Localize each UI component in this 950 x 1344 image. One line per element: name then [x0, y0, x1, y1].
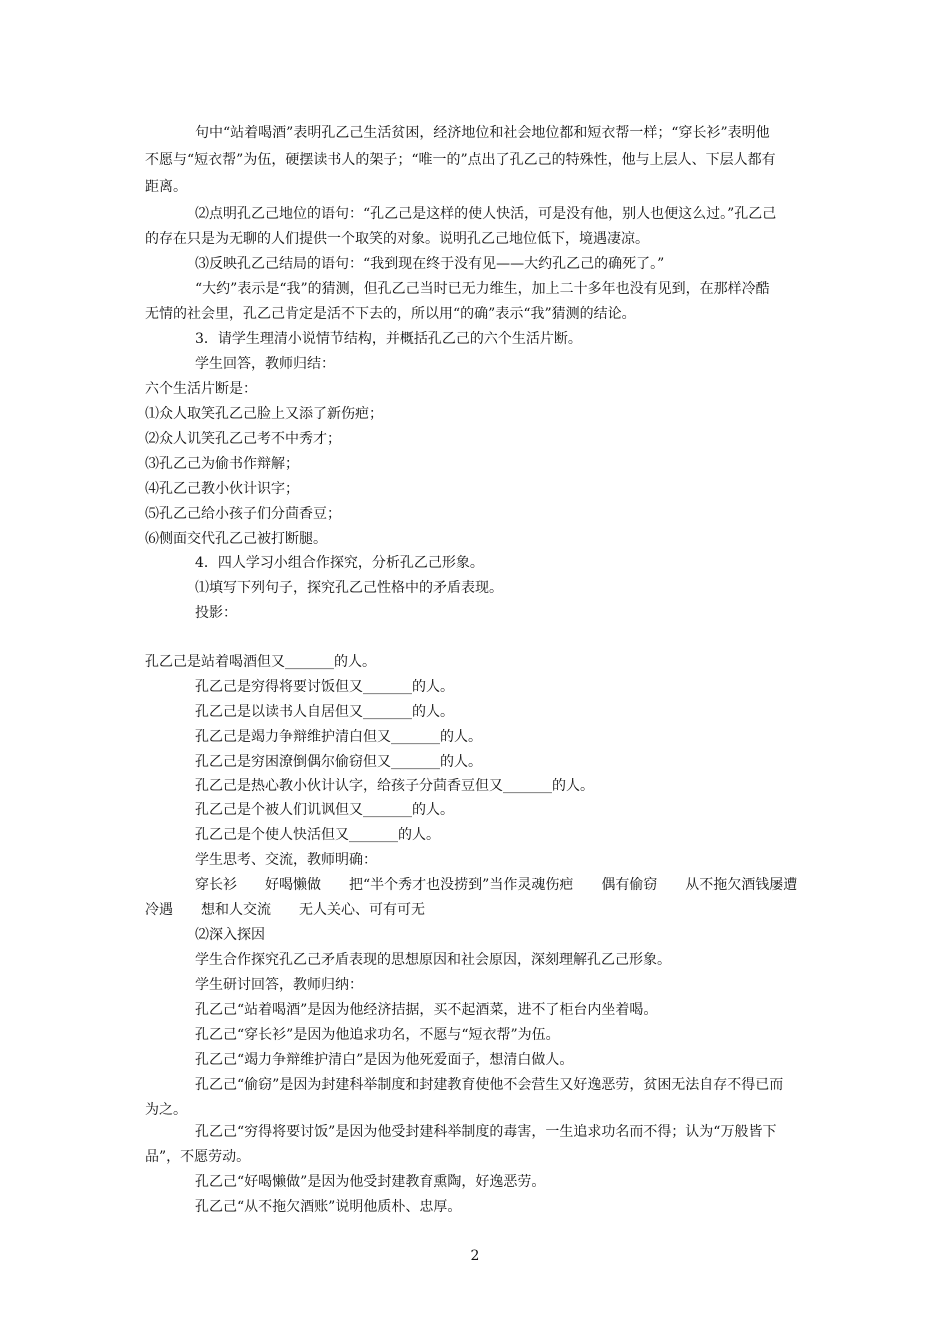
text-line: 孔乙己“好喝懒做”是因为他受封建教育熏陶，好逸恶劳。: [195, 1174, 546, 1190]
text-line: 为之。: [145, 1102, 187, 1118]
page-number: 2: [470, 1248, 480, 1264]
text-line: 无情的社会里，孔乙己肯定是活不下去的，所以用“的确”表示“我”猜测的结论。: [145, 306, 636, 322]
text-line: 孔乙己是热心教小伙计认字，给孩子分茴香豆但又_______的人。: [195, 778, 594, 794]
text-line: 学生思考、交流，教师明确：: [195, 852, 377, 868]
text-line: 学生回答，教师归结：: [195, 356, 335, 372]
text-line: 孔乙己“穿长衫”是因为他追求功名，不愿与“短衣帮”为伍。: [195, 1027, 560, 1043]
text-line: ⑶反映孔乙己结局的语句：“我到现在终于没有见——大约孔乙己的确死了。”: [195, 256, 665, 272]
text-line: 孔乙己是以读书人自居但又_______的人。: [195, 704, 454, 720]
text-line: 孔乙己“偷窃”是因为封建科举制度和封建教育使他不会营生又好逸恶劳，贫困无法自存不得已而: [195, 1077, 784, 1093]
text-line: ⑹侧面交代孔乙己被打断腿。: [145, 531, 327, 547]
text-line: “大约”表示是“我”的猜测，但孔乙己当时已无力维生，加上二十多年也没有见到，在那样冷酷: [195, 281, 770, 297]
text-line: ⑵深入探因: [195, 927, 265, 943]
text-line: 学生合作探究孔乙己矛盾表现的思想原因和社会原因，深刻理解孔乙己形象。: [195, 952, 671, 968]
text-line: 的存在只是为无聊的人们提供一个取笑的对象。说明孔乙己地位低下，境遇凄凉。: [145, 231, 649, 247]
text-line: ⑸孔乙己给小孩子们分茴香豆；: [145, 506, 341, 522]
text-line: 孔乙己“从不拖欠酒账”说明他质朴、忠厚。: [195, 1199, 462, 1215]
text-line: 六个生活片断是：: [145, 381, 257, 397]
text-line: ⑶孔乙己为偷书作辩解；: [145, 456, 299, 472]
text-line: ⑴填写下列句子，探究孔乙己性格中的矛盾表现。: [195, 580, 503, 596]
text-line: 穿长衫 好喝懒做 把“半个秀才也没捞到”当作灵魂伤疤 偶有偷窃 从不拖欠酒钱屡遭: [195, 877, 798, 893]
text-line: 孔乙己“站着喝酒”是因为他经济拮据，买不起酒菜，进不了柜台内坐着喝。: [195, 1002, 658, 1018]
text-line: 孔乙己是个使人快活但又_______的人。: [195, 827, 440, 843]
text-line: ⑵点明孔乙己地位的语句：“孔乙己是这样的使人快活，可是没有他，别人也便这么过。”孔乙己: [195, 206, 777, 222]
text-line: 孔乙己是竭力争辩维护清白但又_______的人。: [195, 729, 482, 745]
text-line: 孔乙己是穷困潦倒偶尔偷窃但又_______的人。: [195, 754, 482, 770]
text-line: ⑵众人讥笑孔乙己考不中秀才；: [145, 431, 341, 447]
text-line: 3．请学生理清小说情节结构，并概括孔乙己的六个生活片断。: [195, 331, 582, 347]
text-line: 孔乙己是个被人们讥讽但又_______的人。: [195, 802, 454, 818]
text-line: 孔乙己“竭力争辩维护清白”是因为他死爱面子，想清白做人。: [195, 1052, 574, 1068]
text-line: 孔乙己是站着喝酒但又_______的人。: [145, 654, 376, 670]
text-line: 品”，不愿劳动。: [145, 1149, 251, 1165]
text-line: ⑴众人取笑孔乙己脸上又添了新伤疤；: [145, 406, 383, 422]
text-line: 句中“站着喝酒”表明孔乙己生活贫困，经济地位和社会地位都和短衣帮一样；“穿长衫”表明他: [195, 125, 770, 141]
text-line: 距离。: [145, 179, 187, 195]
text-line: 学生研讨回答，教师归纳：: [195, 977, 363, 993]
text-line: 孔乙己“穷得将要讨饭”是因为他受封建科举制度的毒害，一生追求功名而不得；认为“万般皆下: [195, 1124, 777, 1140]
text-line: 冷遇 想和人交流 无人关心、可有可无: [145, 902, 425, 918]
text-line: ⑷孔乙己教小伙计识字；: [145, 481, 299, 497]
text-line: 孔乙己是穷得将要讨饭但又_______的人。: [195, 679, 454, 695]
text-line: 投影：: [195, 605, 237, 621]
text-line: 不愿与“短衣帮”为伍，硬摆读书人的架子；“唯一的”点出了孔乙己的特殊性，他与上层人、下层人都有: [145, 152, 776, 168]
text-line: 4．四人学习小组合作探究，分析孔乙己形象。: [195, 555, 484, 571]
